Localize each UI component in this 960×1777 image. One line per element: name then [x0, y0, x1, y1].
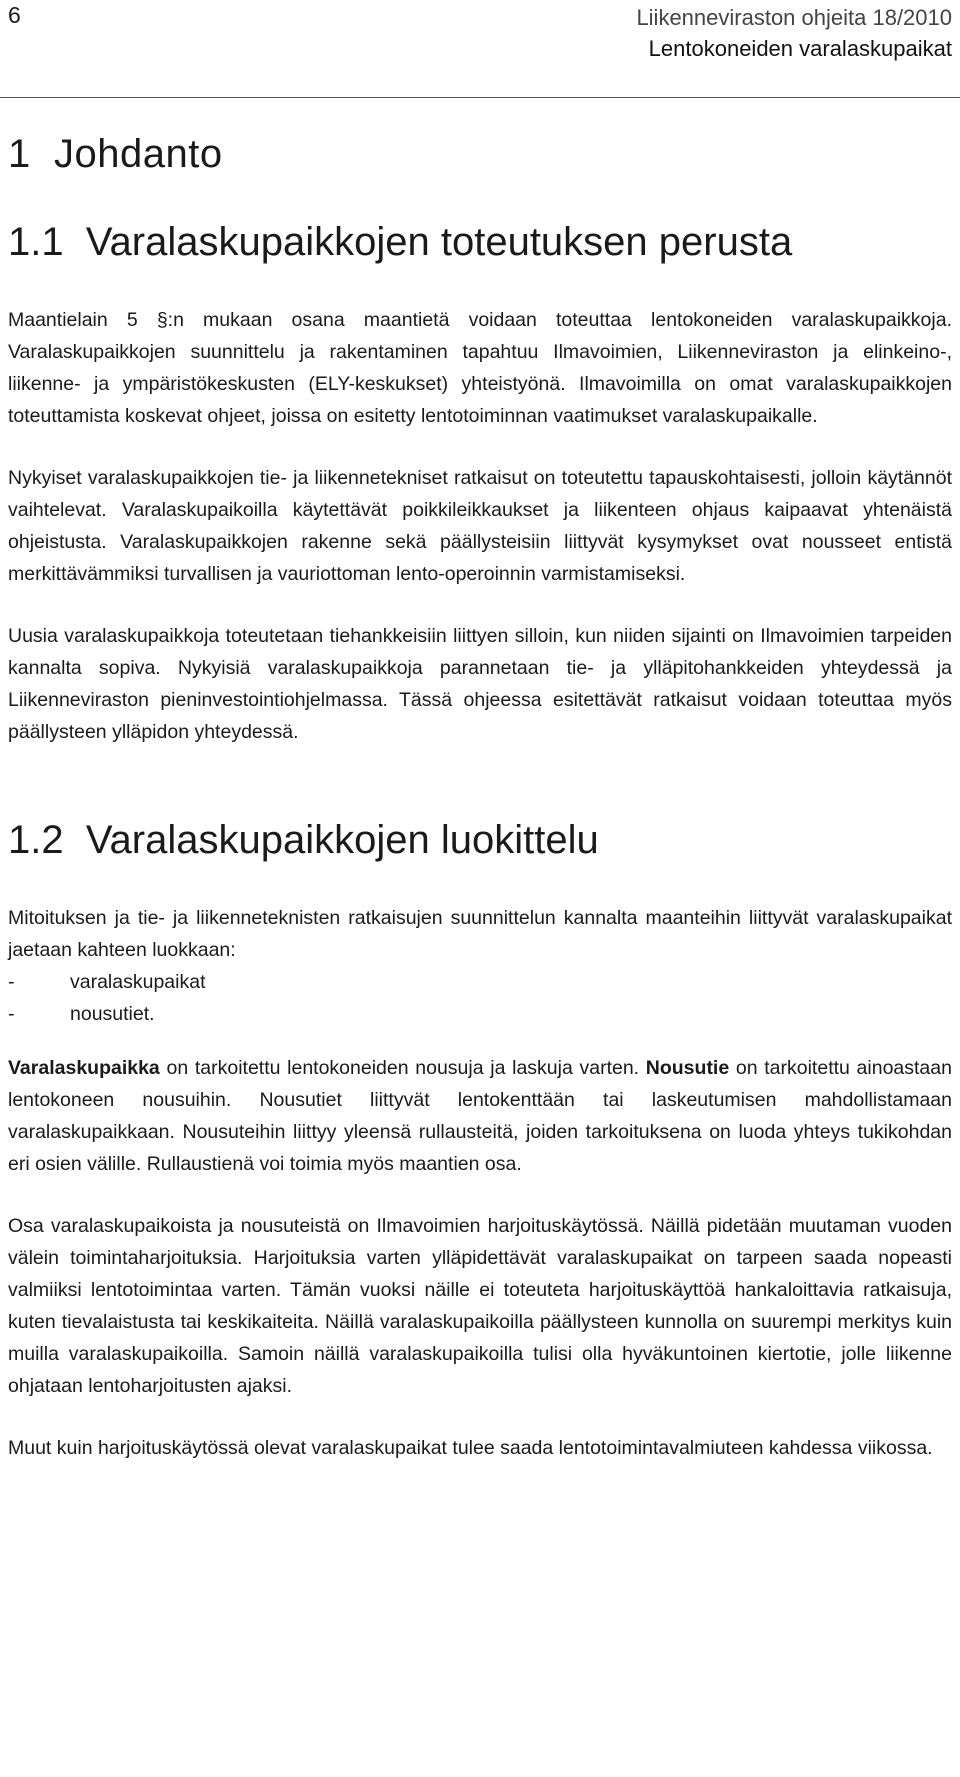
header-series: Liikenneviraston ohjeita 18/2010	[636, 5, 952, 30]
classification-list	[8, 966, 952, 1030]
section-1-1	[8, 218, 952, 748]
list-dash: -	[8, 971, 15, 993]
term-nousutie: Nousutie	[645, 1057, 730, 1079]
list-item	[8, 998, 952, 1030]
list-item-text: nousutiet.	[70, 1003, 155, 1025]
header-doc-title: Lentokoneiden varalaskupaikat	[648, 36, 952, 61]
list-item-text: varalaskupaikat	[70, 971, 206, 993]
definition-text: on tarkoitettu ainoastaan lentokoneen nousuihin. Nousutiet liittyvät lentokenttään tai laskeutumisen mahdollistamaan varalaskupaikkaan. Nousuteihin liittyy yleensä rullausteitä, joiden tarkoituksena on luoda yhteys tukikohdan eri osien välille. Rullaustienä voi toimia myös maantien osa.	[8, 1057, 952, 1175]
paragraph-definitions	[8, 1052, 952, 1180]
section-1-2	[8, 816, 952, 1464]
section-title-1-1: 1.1 Varalaskupaikkojen toteutuksen perusta	[8, 220, 793, 264]
list-dash: -	[8, 1003, 15, 1025]
page-number: 6	[8, 2, 21, 28]
paragraph-intro: Mitoituksen ja tie- ja liikenneteknisten ratkaisujen suunnittelun kannalta maanteihin liittyvät varalaskupaikat jaetaan kahteen luokkaan:	[8, 907, 952, 961]
definition-text: on tarkoitettu lentokoneiden nousuja ja laskuja varten.	[159, 1057, 646, 1079]
paragraph: Uusia varalaskupaikkoja toteutetaan tiehankkeisiin liittyen silloin, kun niiden sijainti on Ilmavoimien tarpeiden kannalta sopiva. Nykyisiä varalaskupaikkoja parannetaan tie- ja ylläpitohankkeiden yhteydessä ja Liikenneviraston pieninvestointiohjelmassa. Tässä ohjeessa esitettävät ratkaisut voidaan toteuttaa myös päällysteen ylläpidon yhteydessä.	[8, 625, 952, 743]
paragraph: Muut kuin harjoituskäytössä olevat varalaskupaikat tulee saada lentotoimintavalmiuteen kahdessa viikossa.	[8, 1437, 933, 1459]
term-varalaskupaikka: Varalaskupaikka	[8, 1057, 160, 1079]
paragraph: Osa varalaskupaikoista ja nousuteistä on Ilmavoimien harjoituskäytössä. Näillä pidetään muutaman vuoden välein toimintaharjoituksia. Harjoituksia varten ylläpidettävät varalaskupaikat on tarpeen saada nopeasti valmiiksi lentotoimintaa varten. Tämän vuoksi näille ei toteuteta harjoituskäyttöä hankaloittavia ratkaisuja, kuten tievalaistusta tai keskikaiteita. Näillä varalaskupaikoilla päällysteen kunnolla on suurempi merkitys kuin muilla varalaskupaikoilla. Samoin näillä varalaskupaikoilla tulisi olla hyväkuntoinen kiertotie, jolle liikenne ohjataan lentoharjoitusten ajaksi.	[8, 1215, 952, 1397]
chapter-title: 1 Johdanto	[8, 132, 223, 176]
page-content	[8, 100, 952, 1464]
paragraph: Nykyiset varalaskupaikkojen tie- ja liikennetekniset ratkaisut on toteutettu tapauskohtaisesti, jolloin käytännöt vaihtelevat. Varalaskupaikoilla käytettävät poikkileikkaukset ja liikenteen ohjaus kaipaavat yhtenäistä ohjeistusta. Varalaskupaikkojen rakenne sekä päällysteisiin liittyvät kysymykset ovat nousseet entistä merkittävämmiksi turvallisen ja vauriottoman lento-operoinnin varmistamiseksi.	[8, 467, 952, 585]
section-title-1-2: 1.2 Varalaskupaikkojen luokittelu	[8, 818, 599, 862]
running-header	[636, 2, 952, 64]
list-item	[8, 966, 952, 998]
header-divider	[0, 97, 960, 98]
paragraph: Maantielain 5 §:n mukaan osana maantietä voidaan toteuttaa lentokoneiden varalaskupaikkoja. Varalaskupaikkojen suunnittelu ja rakentaminen tapahtuu Ilmavoimien, Liikenneviraston ja elinkeino-, liikenne- ja ympäristökeskusten (ELY-keskukset) yhteistyönä. Ilmavoimilla on omat varalaskupaikkojen toteuttamista koskevat ohjeet, joissa on esitetty lentotoiminnan vaatimukset varalaskupaikalle.	[8, 309, 952, 427]
